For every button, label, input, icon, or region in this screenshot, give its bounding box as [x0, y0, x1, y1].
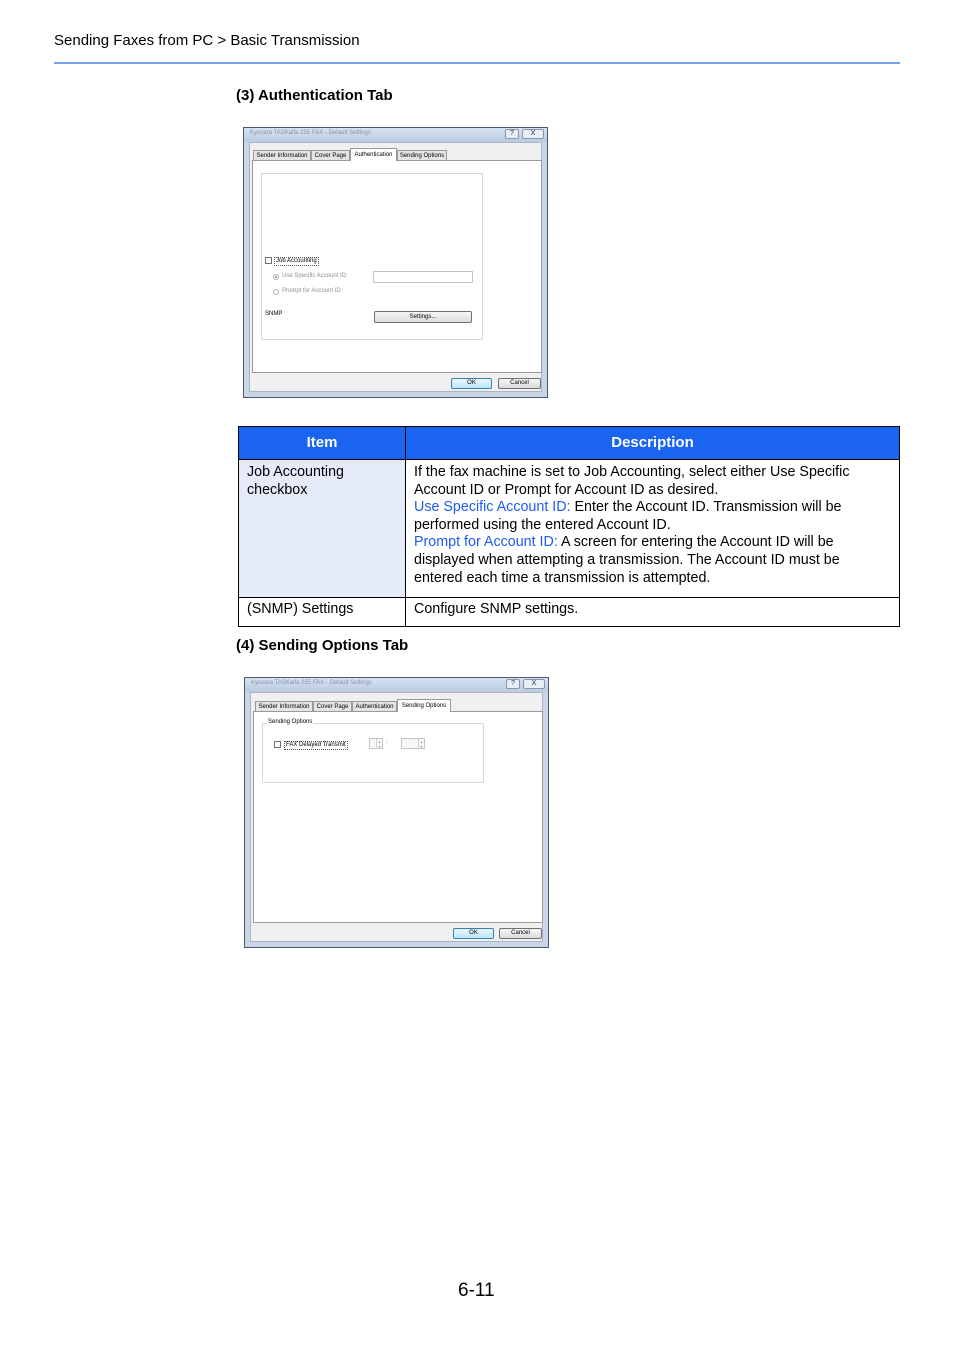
term-prompt-for-account-id: Prompt for Account ID:	[414, 534, 558, 551]
table-cell-description	[406, 460, 900, 598]
sending-options-tab-panel	[253, 711, 543, 923]
tab-sending-options[interactable]: Sending Options	[397, 150, 447, 161]
fax-delayed-transmit-checkbox[interactable]	[274, 741, 281, 748]
spinner-arrows-icon[interactable]: ▴ ▾	[376, 739, 382, 748]
breadcrumb: Sending Faxes from PC > Basic Transmission	[54, 32, 360, 49]
job-accounting-checkbox[interactable]	[265, 257, 272, 264]
tab-sender-information[interactable]: Sender Information	[253, 150, 311, 161]
description-table	[238, 426, 900, 627]
delay-minute-spinner[interactable]	[401, 738, 425, 749]
sending-options-dialog-screenshot	[244, 677, 549, 948]
dialog-title: Kyocera TASKalfa 255 FAX - Default Settings	[251, 680, 372, 686]
table-row	[239, 460, 900, 598]
cancel-button[interactable]: Cancel	[499, 928, 542, 939]
prompt-for-account-id-radio[interactable]	[273, 289, 279, 295]
sending-options-group	[262, 719, 484, 783]
time-separator: :	[386, 740, 388, 746]
header-divider	[54, 62, 900, 64]
dialog-titlebar	[245, 678, 548, 692]
snmp-label: SNMP	[265, 311, 283, 317]
section-title-sending-options: (4) Sending Options Tab	[236, 637, 409, 654]
dialog-body	[250, 692, 543, 942]
dialog-body	[249, 142, 542, 392]
section-title-authentication: (3) Authentication Tab	[236, 87, 393, 104]
tab-sender-information[interactable]: Sender Information	[255, 701, 313, 712]
tab-authentication[interactable]: Authentication	[352, 701, 397, 712]
description-text: Enter the Account ID. Transmission will be performed using the entered Account ID.	[414, 499, 842, 533]
page-number: 6-11	[458, 1280, 495, 1301]
table-cell-item: Job Accounting checkbox	[239, 460, 406, 598]
column-header-item: Item	[239, 427, 406, 460]
use-specific-account-id-label: Use Specific Account ID:	[282, 273, 348, 279]
fax-delayed-transmit-label: FAX Delayed Transmit	[286, 742, 346, 748]
delay-hour-spinner[interactable]	[369, 738, 383, 749]
term-use-specific-account-id: Use Specific Account ID:	[414, 499, 571, 516]
sending-options-group-label: Sending Options	[268, 719, 313, 725]
authentication-group	[261, 173, 483, 340]
help-icon[interactable]: ?	[506, 679, 520, 689]
description-text: A screen for entering the Account ID will be displayed when attempting a transmission. The Account ID must be entered each time a transmission is attempted.	[414, 534, 840, 586]
table-row	[239, 598, 900, 627]
description-text: If the fax machine is set to Job Accounting, select either Use Specific Account ID or Prompt for Account ID as desired.	[414, 464, 850, 498]
tab-cover-page[interactable]: Cover Page	[313, 701, 352, 712]
authentication-tab-panel	[252, 160, 542, 373]
table-cell-item: (SNMP) Settings	[239, 598, 406, 627]
job-accounting-label: Job Accounting	[276, 258, 317, 264]
use-specific-account-id-radio[interactable]	[273, 274, 279, 280]
table-header-row	[239, 427, 900, 460]
tab-cover-page[interactable]: Cover Page	[311, 150, 350, 161]
help-icon[interactable]: ?	[505, 129, 519, 139]
cancel-button[interactable]: Cancel	[498, 378, 541, 389]
prompt-for-account-id-label: Prompt for Account ID	[282, 288, 341, 294]
tab-sending-options[interactable]: Sending Options	[397, 699, 451, 712]
authentication-dialog-screenshot	[243, 127, 548, 398]
column-header-description: Description	[406, 427, 900, 460]
close-icon[interactable]: X	[523, 679, 545, 689]
dialog-titlebar	[244, 128, 547, 142]
ok-button[interactable]: OK	[451, 378, 492, 389]
table-cell-description: Configure SNMP settings.	[406, 598, 900, 627]
ok-button[interactable]: OK	[453, 928, 494, 939]
tab-authentication[interactable]: Authentication	[350, 148, 397, 161]
close-icon[interactable]: X	[522, 129, 544, 139]
snmp-settings-button[interactable]: Settings...	[374, 311, 472, 323]
spinner-arrows-icon[interactable]: ▴ ▾	[418, 739, 424, 748]
account-id-input[interactable]	[373, 271, 473, 283]
dialog-title: Kyocera TASKalfa 255 FAX - Default Settings	[250, 130, 371, 136]
